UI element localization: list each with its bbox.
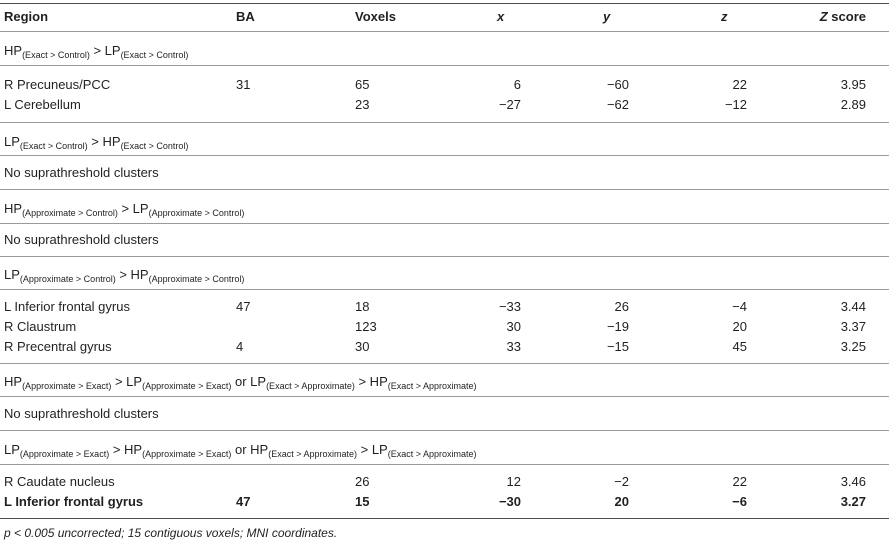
section-rule	[0, 155, 889, 156]
cell-region: L Cerebellum	[4, 97, 81, 112]
table-row	[0, 75, 889, 95]
cell-x: −30	[498, 494, 521, 509]
cell-z: −6	[732, 494, 747, 509]
section-rule	[0, 256, 889, 257]
section-rule	[0, 289, 889, 290]
header-rule	[0, 31, 889, 32]
cell-y: −2	[614, 474, 629, 489]
cell-x: −27	[498, 97, 521, 112]
header-zscore-word: score	[831, 9, 866, 24]
cell-y: −62	[606, 97, 629, 112]
cell-voxels: 23	[355, 97, 370, 112]
section-rule	[0, 189, 889, 190]
condition-heading	[4, 265, 244, 285]
cell-z: 22	[732, 474, 747, 489]
condition-heading	[4, 372, 477, 392]
cell-ba: 31	[236, 77, 251, 92]
cell-ba: 47	[236, 494, 251, 509]
cell-zscore: 3.25	[840, 339, 866, 354]
condition-subscript: (Exact > Control)	[120, 50, 189, 60]
condition-term: > LP	[117, 201, 149, 216]
condition-term: LP	[4, 442, 20, 457]
condition-term: > LP	[357, 442, 388, 457]
cell-voxels: 18	[355, 299, 370, 314]
condition-subscript: (Approximate > Control)	[148, 208, 245, 218]
condition-term: > HP	[109, 442, 143, 457]
table-row	[0, 492, 889, 512]
table-row	[0, 317, 889, 337]
condition-term: > LP	[89, 43, 121, 58]
cell-voxels: 26	[355, 474, 370, 489]
cell-z: −12	[724, 97, 747, 112]
condition-term: > HP	[87, 134, 121, 149]
cell-y: −15	[606, 339, 629, 354]
no-clusters-note: No suprathreshold clusters	[4, 406, 159, 421]
cell-voxels: 15	[355, 494, 370, 509]
condition-subscript: (Exact > Control)	[19, 141, 88, 151]
cell-y: −19	[606, 319, 629, 334]
cell-x: 12	[506, 474, 521, 489]
header-x: x	[497, 9, 505, 24]
cell-voxels: 65	[355, 77, 370, 92]
cell-z: 20	[732, 319, 747, 334]
cell-z: 22	[732, 77, 747, 92]
header-region: Region	[4, 9, 49, 24]
table-row	[0, 95, 889, 115]
condition-subscript: (Exact > Control)	[22, 50, 90, 60]
condition-term: HP	[4, 374, 23, 389]
table-bottom-rule	[0, 518, 889, 519]
header-z: z	[721, 9, 728, 24]
cell-ba: 4	[236, 339, 244, 354]
section-rule	[0, 65, 889, 66]
condition-subscript: (Approximate > Exact)	[22, 381, 112, 391]
section-rule	[0, 223, 889, 224]
cell-x: −33	[498, 299, 521, 314]
condition-term: > HP	[115, 267, 149, 282]
condition-subscript: (Exact > Control)	[120, 141, 189, 151]
cell-region: R Claustrum	[4, 319, 77, 334]
condition-heading	[4, 440, 477, 460]
cell-x: 30	[506, 319, 521, 334]
condition-subscript: (Approximate > Control)	[148, 274, 245, 284]
condition-subscript: (Approximate > Control)	[22, 208, 118, 218]
condition-term: HP	[4, 43, 23, 58]
cell-y: −60	[606, 77, 629, 92]
cell-y: 20	[614, 494, 629, 509]
cell-x: 33	[506, 339, 521, 354]
table-header	[0, 7, 889, 27]
section-rule	[0, 122, 889, 123]
header-voxels: Voxels	[355, 9, 396, 24]
cell-region: R Precentral gyrus	[4, 339, 112, 354]
table-row	[0, 297, 889, 317]
condition-term: LP	[4, 267, 20, 282]
condition-term: > LP	[111, 374, 143, 389]
cell-region: L Inferior frontal gyrus	[4, 494, 144, 509]
condition-term: > HP	[354, 374, 388, 389]
table-top-rule	[0, 3, 889, 4]
cell-voxels: 123	[355, 319, 377, 334]
condition-subscript: (Exact > Approximate)	[268, 449, 358, 459]
header-y: y	[603, 9, 611, 24]
condition-term: or HP	[231, 442, 269, 457]
cell-x: 6	[513, 77, 521, 92]
condition-heading	[4, 41, 188, 61]
section-rule	[0, 430, 889, 431]
cell-zscore: 3.95	[840, 77, 866, 92]
cell-zscore: 3.44	[840, 299, 866, 314]
cell-y: 26	[614, 299, 629, 314]
cell-region: R Caudate nucleus	[4, 474, 115, 489]
condition-heading	[4, 132, 188, 152]
condition-term: or LP	[231, 374, 267, 389]
cell-ba: 47	[236, 299, 251, 314]
cell-zscore: 2.89	[840, 97, 866, 112]
condition-subscript: (Exact > Approximate)	[266, 381, 355, 391]
condition-term: HP	[4, 201, 23, 216]
section-rule	[0, 396, 889, 397]
table-row	[0, 337, 889, 357]
cell-zscore: 3.27	[840, 494, 866, 509]
condition-heading	[4, 199, 244, 219]
header-ba: BA	[236, 9, 255, 24]
table-row	[0, 472, 889, 492]
cell-zscore: 3.46	[840, 474, 866, 489]
condition-subscript: (Approximate > Control)	[19, 274, 116, 284]
section-rule	[0, 363, 889, 364]
condition-subscript: (Approximate > Exact)	[142, 449, 232, 459]
cell-region: L Inferior frontal gyrus	[4, 299, 130, 314]
cell-voxels: 30	[355, 339, 370, 354]
section-rule	[0, 464, 889, 465]
condition-term: LP	[4, 134, 20, 149]
header-zscore: Z score	[819, 9, 866, 24]
cell-region: R Precuneus/PCC	[4, 77, 111, 92]
cell-z: 45	[732, 339, 747, 354]
condition-subscript: (Approximate > Exact)	[142, 381, 232, 391]
no-clusters-note: No suprathreshold clusters	[4, 232, 159, 247]
condition-subscript: (Exact > Approximate)	[387, 381, 477, 391]
cell-zscore: 3.37	[840, 319, 866, 334]
condition-subscript: (Approximate > Exact)	[19, 449, 110, 459]
no-clusters-note: No suprathreshold clusters	[4, 165, 159, 180]
condition-subscript: (Exact > Approximate)	[387, 449, 477, 459]
cell-z: −4	[732, 299, 747, 314]
table-footnote: p < 0.005 uncorrected; 15 contiguous voxels; MNI coordinates.	[4, 526, 338, 540]
